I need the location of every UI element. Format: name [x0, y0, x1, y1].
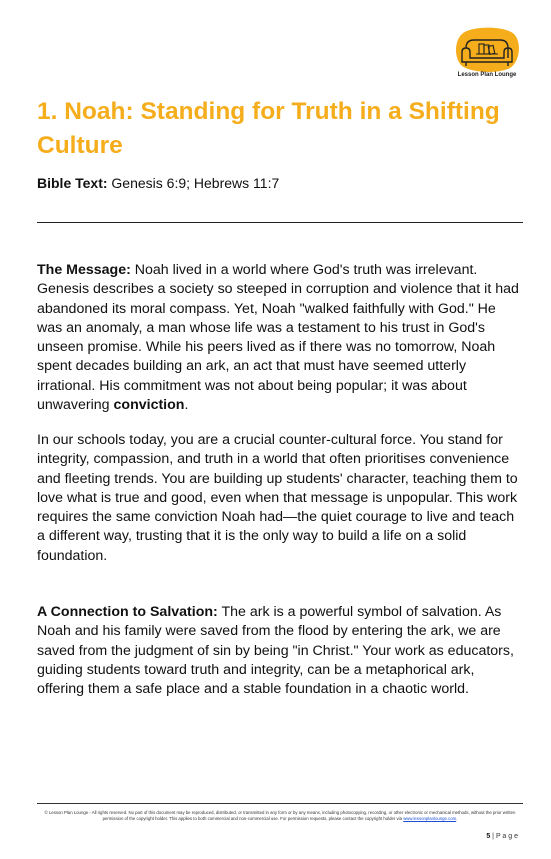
bible-text-line [37, 174, 279, 192]
page-number-label: | P a g e [490, 833, 518, 840]
message-emphasis: conviction [113, 397, 185, 414]
copyright-text: © Lesson Plan Lounge - All rights reserved. No part of this document may be reproduced, distributed, or transmitted in any form or by any means, including photocopying, recording, or other electronic or mechanical methods, without the prior written permission of the copyright holder. This applies to both commercial and non-commercial use. For permission requests, please contact the copyright holder via [44, 810, 516, 822]
bible-text-label: Bible Text: [37, 175, 108, 191]
message-paragraph [37, 261, 523, 415]
bible-text-value: Genesis 6:9; Hebrews 11:7 [107, 175, 280, 191]
message-end: . [184, 397, 189, 414]
page-title: 1. Noah: Standing for Truth in a Shifting Culture [37, 98, 500, 159]
footer-divider [37, 803, 523, 804]
website-link[interactable]: www.lessonplanlounge.com [403, 816, 457, 822]
page-number-value: 5 [486, 833, 491, 840]
message-label: The Message: [37, 262, 131, 278]
schools-paragraph: In our schools today, you are a crucial counter-cultural force. You stand for integrity, compassion, and truth in a world that often prioritises convenience and fleeting trends. You are building up students' character, teaching them to love what is true and good, even when that message is unpopular. This work requires the same conviction Noah had—the quiet courage to live and teach a different way, trusting that it is the only way to build a life on a solid foundation. [37, 432, 518, 564]
message-text: Noah lived in a world where God's truth was irrelevant. Genesis describes a society so steeped in corruption and violence that it had abandoned its moral compass. Yet, Noah "walked faithfully with God." He was an anomaly, a man whose life was a testament to his trust in God's unseen promise. While his peers lived as if there was no tomorrow, Noah spent decades building an ark, an act that must have seemed utterly irrational. His commitment was not about being popular; it was about unwavering [37, 262, 519, 414]
sofa-with-books-icon [452, 26, 522, 72]
salvation-paragraph [37, 603, 523, 699]
salvation-label: A Connection to Salvation: [37, 604, 218, 620]
salvation-text: The ark is a powerful symbol of salvation. As Noah and his family were saved from the flood by entering the ark, we are saved from the judgment of sin by being "in Christ." Your work as educators, guiding students toward truth and integrity, can be a metaphorical ark, offering them a safe place and a stable foundation in a chaotic world. [37, 604, 514, 698]
copyright-notice [37, 810, 523, 822]
header-divider [37, 222, 523, 223]
page-number [486, 833, 518, 840]
brand-logo [452, 26, 522, 82]
logo-text: Lesson Plan Lounge [457, 72, 517, 78]
copyright-end: . [456, 816, 458, 822]
